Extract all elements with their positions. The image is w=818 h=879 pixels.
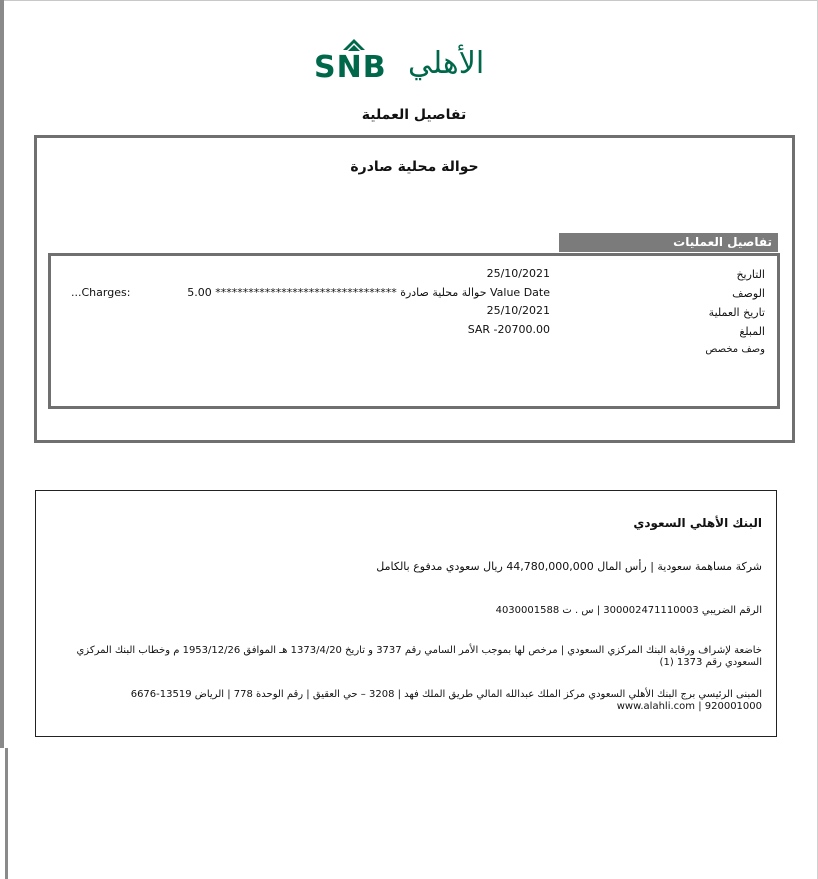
description-value: حوالة محلية صادرة ********************************* 5.00 Value Date — [187, 286, 550, 299]
page-frame-top — [4, 0, 818, 1]
transaction-date-value: 25/10/2021 — [486, 304, 550, 317]
company-info: شركة مساهمة سعودية | رأس المال 44,780,000,000 ريال سعودي مدفوع بالكامل — [376, 560, 762, 573]
transaction-type-title: حوالة محلية صادرة — [350, 159, 479, 175]
contact-info: www.alahli.com | 920001000 — [616, 701, 762, 712]
logo-arabic-text: الأهلي — [408, 46, 485, 81]
transaction-date-label: تاريخ العملية — [708, 306, 765, 319]
amount-value: SAR -20700.00 — [467, 323, 550, 336]
bank-name: البنك الأهلي السعودي — [633, 516, 762, 530]
regulation-info: خاضعة لإشراف ورقابة البنك المركزي السعودي | مرخص لها بموجب الأمر السامي رقم 3737 و تاريخ 1373/4/20 هـ الموافق 1953/12/26 م وخطاب البنك المركزي السعودي رقم 1373 (1) — [76, 645, 762, 668]
date-label: التاريخ — [736, 268, 765, 281]
logo-latin-text: SNB — [314, 50, 387, 85]
bank-footer — [35, 490, 777, 737]
date-value: 25/10/2021 — [486, 267, 550, 280]
address-info: المبنى الرئيسي برج البنك الأهلي السعودي مركز الملك عبدالله المالي طريق الملك فهد | 3208 – حي العقيق | رقم الوحدة 778 | الرياض 13519-6676 — [130, 689, 762, 700]
transaction-details-box — [48, 253, 780, 409]
charges-value: ...Charges: — [71, 286, 131, 299]
transaction-panel — [34, 135, 795, 443]
tax-info: الرقم الضريبي 300002471110003 | س . ت 4030001588 — [495, 605, 762, 616]
page-title: تفاصيل العملية — [361, 107, 467, 123]
description-label: الوصف — [732, 287, 765, 300]
section-header: تفاصيل العمليات — [559, 233, 778, 252]
snb-logo — [312, 36, 502, 86]
page-frame-left-lower — [5, 748, 8, 879]
amount-label: المبلغ — [739, 325, 765, 338]
custom-description-label: وصف مخصص — [705, 344, 765, 355]
